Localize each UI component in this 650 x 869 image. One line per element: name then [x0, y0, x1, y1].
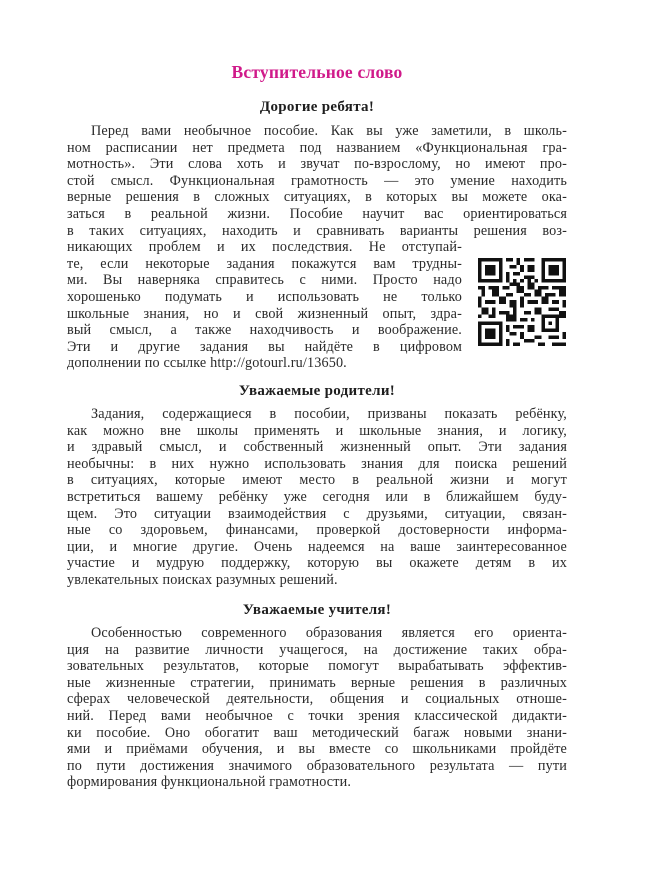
text-line: ми. Вы наверняка справитесь с ними. Просто надо — [67, 272, 462, 289]
text-line: стой смысл. Функциональная грамотность — это умение находить — [67, 172, 567, 189]
text-line: Особенностью современного образования является его ориента- — [91, 625, 567, 641]
text-line: зовательных результатов, которые помогут вырабатывать эффектив- — [67, 658, 567, 675]
text-line: сферах человеческой деятельности, общения и социальных отноше- — [67, 691, 567, 708]
section-heading-students: Дорогие ребята! — [259, 99, 375, 115]
qr-code-icon[interactable] — [478, 258, 566, 346]
text-line: те, если некоторые задания покажутся вам трудны- — [67, 255, 462, 272]
text-line: ями и приёмами обучения, и вы вместе со школьниками пройдёте — [67, 741, 567, 758]
section-heading-teachers: Уважаемые учителя! — [242, 602, 392, 618]
text-line: ний. Перед вами необычное с точки зрения классической дидакти- — [67, 707, 567, 724]
text-line: верные решения в сложных ситуациях, в которых вы можете ока- — [67, 189, 567, 206]
page-title: Вступительное слово — [231, 62, 403, 82]
paragraph-parents — [67, 406, 567, 589]
text-line: в ситуациях, которые имеют место в реальной жизни и могут — [67, 472, 567, 489]
text-line: мотность». Эти слова хоть и звучат по-взрослому, но имеют про- — [67, 156, 567, 173]
text-line: щем. Это ситуации взаимодействия с друзьями, ситуации, связан- — [67, 505, 567, 522]
text-line: по пути достижения значимого образовательного результата — пути — [67, 757, 567, 774]
text-line: увлекательных поисках разумных решений. — [67, 571, 338, 588]
text-line: хорошенько подумать и использовать не только — [67, 288, 462, 305]
text-line: Перед вами необычное пособие. Как вы уже заметили, в школь- — [91, 123, 567, 139]
text-line: Эти и другие задания вы найдёте в цифровом — [67, 338, 462, 355]
text-line: ции, и многие другие. Очень надеемся на ваше заинтересованное — [67, 538, 567, 555]
text-line: школьные знания, но и свой жизненный опыт, здра- — [67, 305, 462, 322]
text-line: ном расписании нет предмета под названием «Функциональная гра- — [67, 139, 567, 156]
paragraph-teachers — [67, 625, 567, 791]
text-line: никающих проблем и их последствия. Не отступай- — [67, 239, 462, 256]
text-line: ки пособие. Оно обогатит ваш методический багаж новыми знани- — [67, 724, 567, 741]
text-line: вый смысл, а также находчивость и воображение. — [67, 322, 462, 339]
text-line: необычны: в них нужно использовать знания для поиска решений — [67, 455, 567, 472]
text-line: заться в реальной жизни. Пособие научит вас ориентироваться — [67, 205, 567, 222]
text-line: в таких ситуациях, находить и сравнивать варианты решения воз- — [67, 222, 567, 239]
text-line: ция на развитие личности учащегося, на достижение таких обра- — [67, 641, 567, 658]
text-line: ные со здоровьем, финансами, проверкой достоверности информа- — [67, 522, 567, 539]
text-line: ные жизненные стратегии, принимать верные решения в различных — [67, 674, 567, 691]
text-line: встретиться вашему ребёнку уже сегодня или в ближайшем буду- — [67, 488, 567, 505]
link-line[interactable]: дополнении по ссылке http://gotourl.ru/13650. — [67, 355, 347, 372]
text-line: как можно вне школы применять и школьные знания, и логику, — [67, 422, 567, 439]
text-line: формирования функциональной грамотности. — [67, 774, 352, 791]
text-line: и здравый смысл, и собственный жизненный опыт. Эти задания — [67, 439, 567, 456]
text-line: участие и мудрую поддержку, которую вы окажете детям в их — [67, 555, 567, 572]
text-line: Задания, содержащиеся в пособии, призваны показать ребёнку, — [91, 406, 567, 422]
section-heading-parents: Уважаемые родители! — [238, 383, 396, 399]
